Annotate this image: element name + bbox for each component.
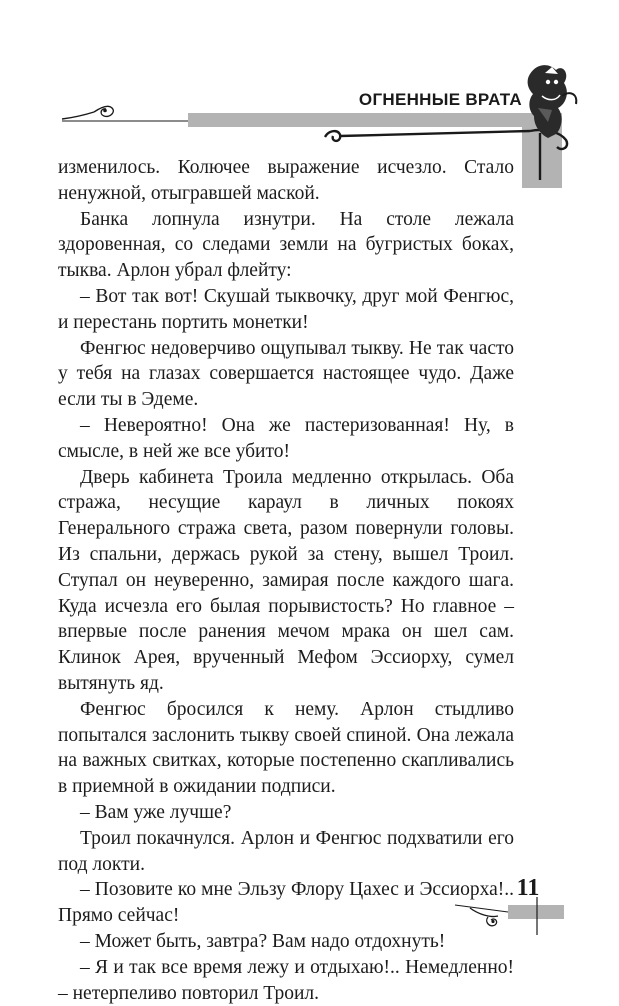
paragraph: Фенгюс бросился к нему. Арлон стыдливо попытался заслонить тыкву своей спиной. Она лежала на важных свитках, которые постепенно скапливались в приемной в ожидании подписи. [58,698,514,798]
paragraph: – Вот так вот! Скушай тыквочку, друг мой Фенгюс, и перестань портить монетки! [58,285,514,333]
paragraph: – Невероятно! Она же пастеризованная! Ну, в смысле, в ней же все убито! [58,414,514,462]
paragraph: Троил покачнулся. Арлон и Фенгюс подхватили его под локти. [58,827,514,875]
paragraph: Дверь кабинета Троила медленно открылась. Оба стража, несущие караул в личных покоях Генерального стража света, разом повернули головы. Из спальни, держась рукой за стену, вышел Троил. Ступал он неуверенно, замирая после каждого шага. Куда исчезла его былая порывистость? Но главное – впервые после ранения мечом мрака он шел сам. Клинок Арея, врученный Мефом Эссиорху, сумел вытянуть яд. [58,466,514,694]
paragraph: – Может быть, завтра? Вам надо отдохнуть! [80,930,446,952]
running-title: ОГНЕННЫЕ ВРАТА [358,90,522,109]
paragraph: – Я и так все время лежу и отдыхаю!.. Немедленно! – нетерпеливо повторил Троил. [58,956,514,1004]
footer-gray-band [508,905,564,919]
header-swirl-ornament-icon [62,106,113,119]
paragraph: Банка лопнула изнутри. На столе лежала здоровенная, со следами земли на бугристых боках, тыква. Арлон убрал флейту: [58,208,514,282]
header-gray-band [188,113,528,127]
paragraph: – Позовите ко мне Эльзу Флору Цахес и Эссиорха!.. Прямо сейчас! [58,879,514,927]
body-text [58,155,514,1006]
paragraph: Фенгюс недоверчиво ощупывал тыкву. Не так часто у тебя на глазах совершается настоящее чудо. Даже если ты в Эдеме. [58,337,514,411]
page-number: 11 [516,875,540,901]
paragraph: – Вам уже лучше? [80,801,232,823]
paragraph: изменилось. Колючее выражение исчезло. Стало ненужной, отыгравшей маской. [58,157,514,204]
